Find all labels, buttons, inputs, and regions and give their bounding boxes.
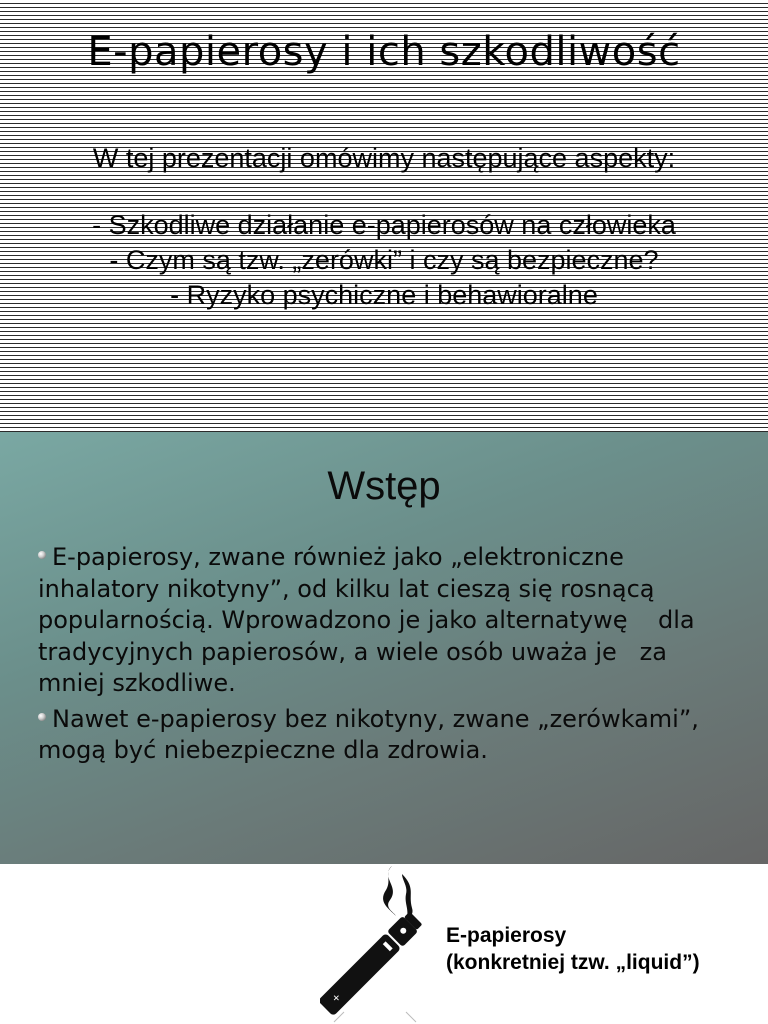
bullet-line <box>38 704 738 736</box>
bullet-line: mogą być niebezpieczne dla zdrowia. <box>38 736 488 764</box>
bullet-line: tradycyjnych papierosów, a wiele osób uważa je za <box>38 637 667 666</box>
slide-heading: Wstęp <box>327 464 441 508</box>
svg-text:+: + <box>329 991 343 1006</box>
bullet-text: Nawet e-papierosy bez nikotyny, zwane „zerówkami”, <box>52 704 699 733</box>
intro-text: W tej prezentacji omówimy następujące aspekty: <box>92 143 676 173</box>
e-cigarette-icon <box>320 864 430 1024</box>
bullet-line: inhalatory nikotyny”, od kilku lat cieszą się rosnącą <box>38 574 655 603</box>
agenda-item: - Ryzyko psychiczne i behawioralne <box>170 280 598 310</box>
ecig-slide <box>0 864 768 1024</box>
agenda-item: - Szkodliwe działanie e-papierosów na człowieka <box>92 210 676 240</box>
bullet-line: popularnością. Wprowadzono je jako alternatywę dla <box>38 606 695 634</box>
caption-line: E-papierosy <box>446 924 567 947</box>
bullet-line: mniej szkodliwe. <box>38 669 236 697</box>
bullet-dot-icon <box>38 713 46 721</box>
title-slide <box>0 0 768 432</box>
ecig-caption <box>446 922 700 976</box>
bullet-text: E-papierosy, zwane również jako „elektroniczne <box>52 543 624 571</box>
caption-line: (konkretniej tzw. „liquid”) <box>446 951 700 974</box>
slide-title: E-papierosy i ich szkodliwość <box>87 29 681 75</box>
bullet-list <box>38 542 738 771</box>
bullet-item <box>38 704 738 767</box>
agenda-list <box>0 208 768 313</box>
agenda-item: - Czym są tzw. „zerówki” i czy są bezpieczne? <box>109 245 659 275</box>
bullet-item <box>38 542 738 700</box>
bullet-dot-icon <box>38 551 46 559</box>
bullet-line <box>38 542 738 574</box>
intro-slide <box>0 432 768 864</box>
